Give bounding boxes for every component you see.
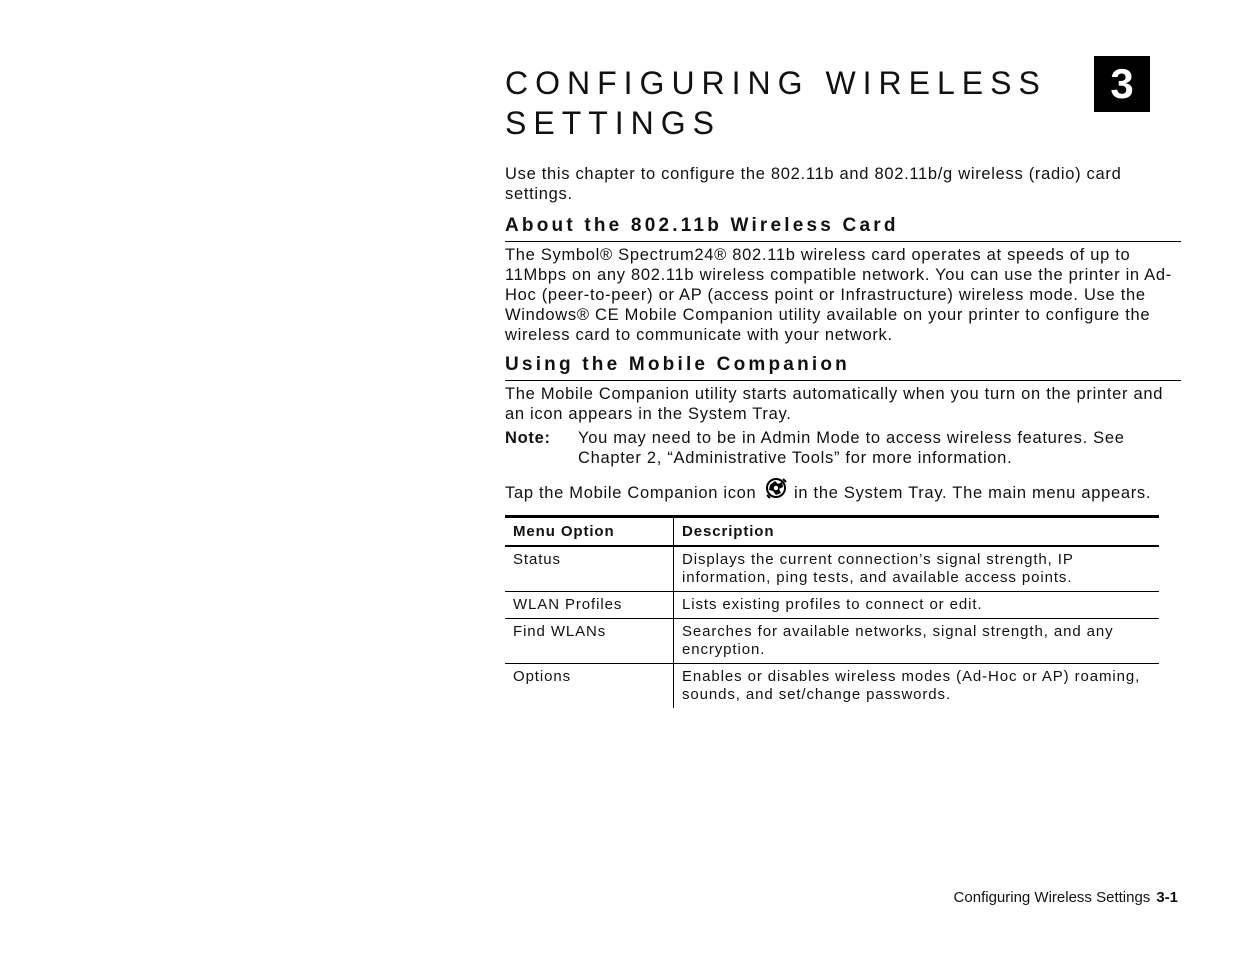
page-footer bbox=[900, 888, 1178, 908]
chapter-title bbox=[505, 63, 1065, 143]
footer-title: Configuring Wireless Settings bbox=[953, 889, 1151, 906]
tap-text-after: in the System Tray. The main menu appears. bbox=[794, 484, 1152, 502]
table-header-menu-option: Menu Option bbox=[505, 517, 674, 547]
table-row bbox=[505, 619, 1159, 664]
tap-text-before: Tap the Mobile Companion icon bbox=[505, 484, 757, 502]
table-cell-option: Options bbox=[505, 664, 674, 709]
section-heading-using: Using the Mobile Companion bbox=[505, 353, 1181, 381]
chapter-title-line1: CONFIGURING WIRELESS bbox=[505, 65, 1047, 101]
note-text: You may need to be in Admin Mode to access wireless features. See Chapter 2, “Administrative Tools” for more information. bbox=[578, 429, 1125, 467]
section-heading-about: About the 802.11b Wireless Card bbox=[505, 214, 1181, 242]
table-cell-option: Status bbox=[505, 546, 674, 592]
note-label: Note: bbox=[505, 429, 551, 447]
table-row bbox=[505, 592, 1159, 619]
main-content bbox=[505, 164, 1181, 708]
tap-instruction bbox=[505, 476, 1181, 505]
table-cell-option: WLAN Profiles bbox=[505, 592, 674, 619]
table-cell-description: Lists existing profiles to connect or edit. bbox=[674, 592, 1160, 619]
table-header-description: Description bbox=[674, 517, 1160, 547]
table-row bbox=[505, 664, 1159, 709]
table-header-row bbox=[505, 517, 1159, 547]
table-cell-description: Displays the current connection’s signal strength, IP information, ping tests, and available access points. bbox=[674, 546, 1160, 592]
table-cell-description: Searches for available networks, signal strength, and any encryption. bbox=[674, 619, 1160, 664]
mobile-companion-icon bbox=[764, 476, 788, 505]
menu-options-table bbox=[505, 515, 1159, 708]
table-cell-description: Enables or disables wireless modes (Ad-Hoc or AP) roaming, sounds, and set/change passwords. bbox=[682, 668, 1141, 703]
table-row bbox=[505, 546, 1159, 592]
chapter-title-line2: SETTINGS bbox=[505, 105, 722, 141]
section-about-body: The Symbol® Spectrum24® 802.11b wireless card operates at speeds of up to 11Mbps on any 802.11b wireless compatible network. You can use the printer in Ad-Hoc (peer-to-peer) or AP (access point or Infrastructure) wireless mode. Use the Windows® CE Mobile Companion utility available on your printer to configure the wireless card to communicate with your network. bbox=[505, 246, 1172, 344]
footer-page-number: 3-1 bbox=[1156, 889, 1178, 906]
section-using-body: The Mobile Companion utility starts automatically when you turn on the printer and an icon appears in the System Tray. bbox=[505, 385, 1164, 423]
note-block bbox=[505, 428, 1181, 468]
intro-paragraph: Use this chapter to configure the 802.11b and 802.11b/g wireless (radio) card settings. bbox=[505, 165, 1122, 203]
chapter-number-badge: 3 bbox=[1094, 56, 1150, 112]
table-cell-option: Find WLANs bbox=[505, 619, 674, 664]
